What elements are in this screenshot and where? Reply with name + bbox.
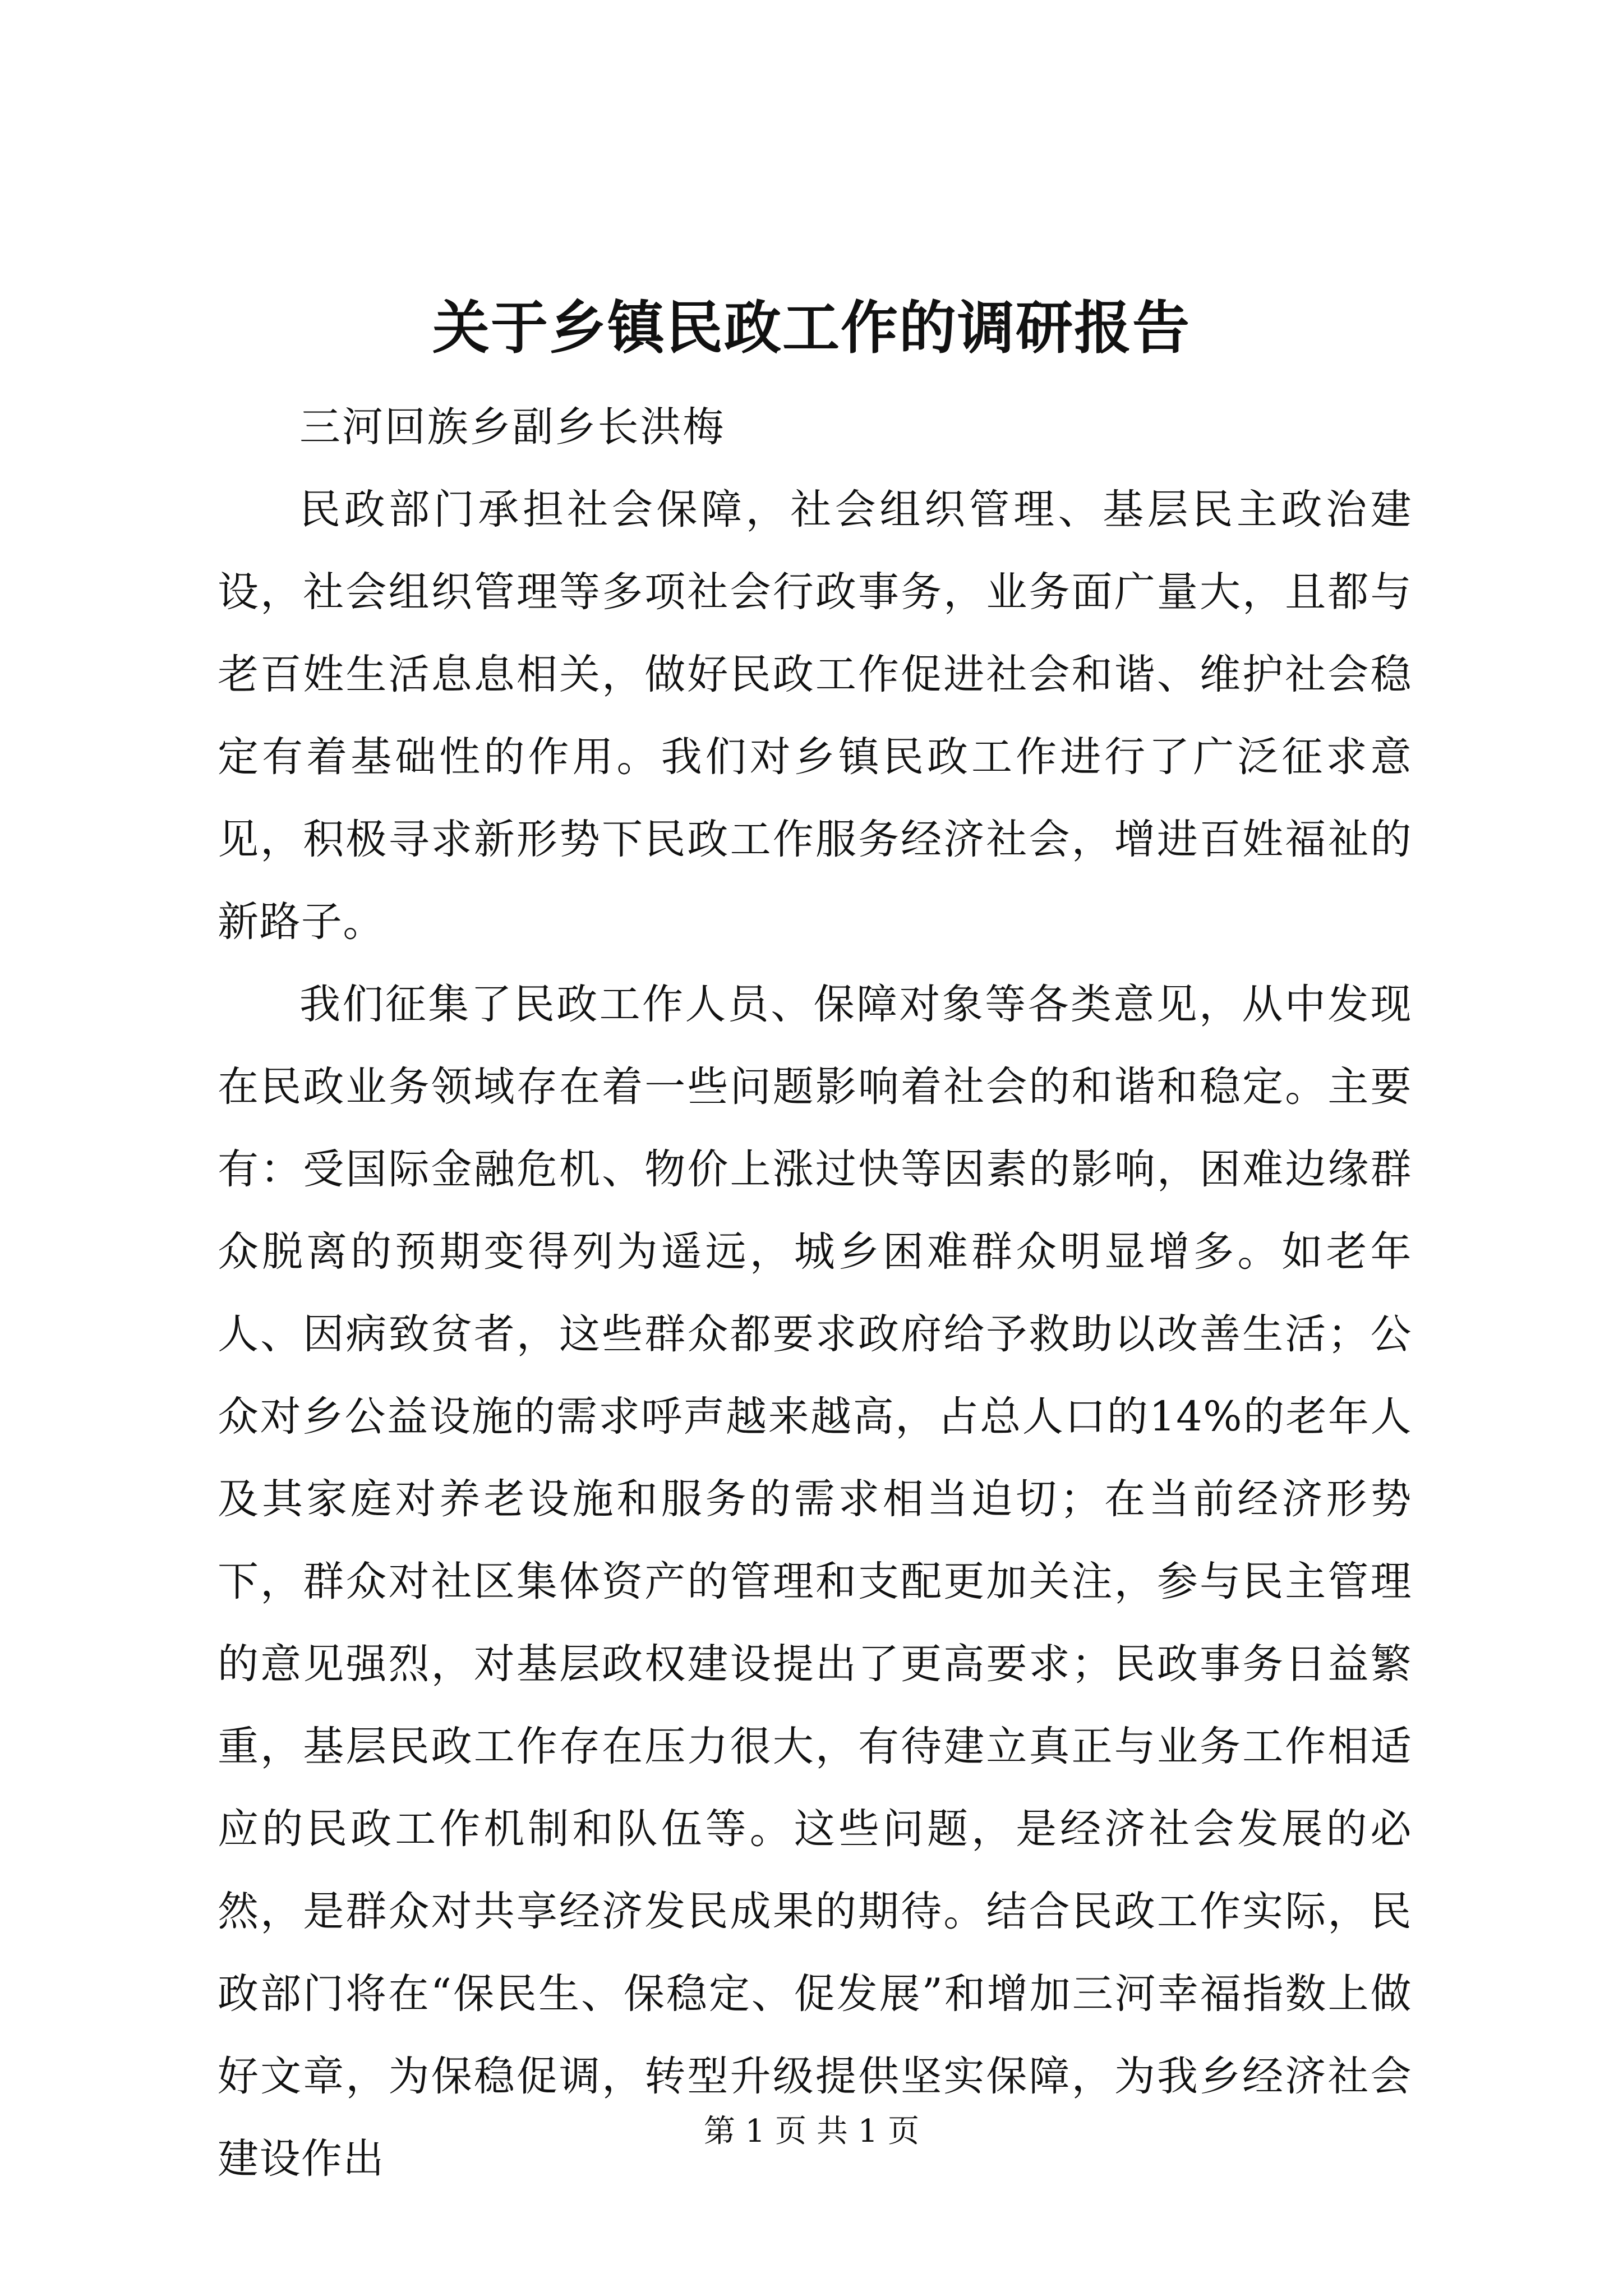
document-title: 关于乡镇民政工作的调研报告: [432, 295, 1191, 362]
paragraph-2: 我们征集了民政工作人员、保障对象等各类意见，从中发现在民政业务领域存在着一些问题影响着社会的和谐和稳定。主要有：受国际金融危机、物价上涨过快等因素的影响，困难边缘群众脱离的预期变得列为遥远，城乡困难群众明显增多。如老年人、因病致贫者，这些群众都要求政府给予救助以改善生活；公众对乡公益设施的需求呼声越来越高，占总人口的14%的老年人及其家庭对养老设施和服务的需求相当迫切；在当前经济形势下，群众对社区集体资产的管理和支配更加关注，参与民主管理的意见强烈，对基层政权建设提出了更高要求；民政事务日益繁重，基层民政工作存在压力很大，有待建立真正与业务工作相适应的民政工作机制和队伍等。这些问题，是经济社会发展的必然，是群众对共享经济发民成果的期待。结合民政工作实际，民政部门将在“保民生、保稳定、促发展”和增加三河幸福指数上做好文章，为保稳促调，转型升级提供坚实保障，为我乡经济社会建设作出: [218, 981, 1412, 2183]
document-body: [218, 386, 1412, 2200]
document-author: 三河回族乡副乡长洪梅: [299, 403, 726, 451]
page-footer: 第 1 页 共 1 页: [703, 2113, 920, 2150]
paragraph-1: 民政部门承担社会保障，社会组织管理、基层民主政治建设，社会组织管理等多项社会行政事务，业务面广量大，且都与老百姓生活息息相关，做好民政工作促进社会和谐、维护社会稳定有着基础性的作用。我们对乡镇民政工作进行了广泛征求意见，积极寻求新形势下民政工作服务经济社会，增进百姓福祉的新路子。: [218, 486, 1412, 946]
